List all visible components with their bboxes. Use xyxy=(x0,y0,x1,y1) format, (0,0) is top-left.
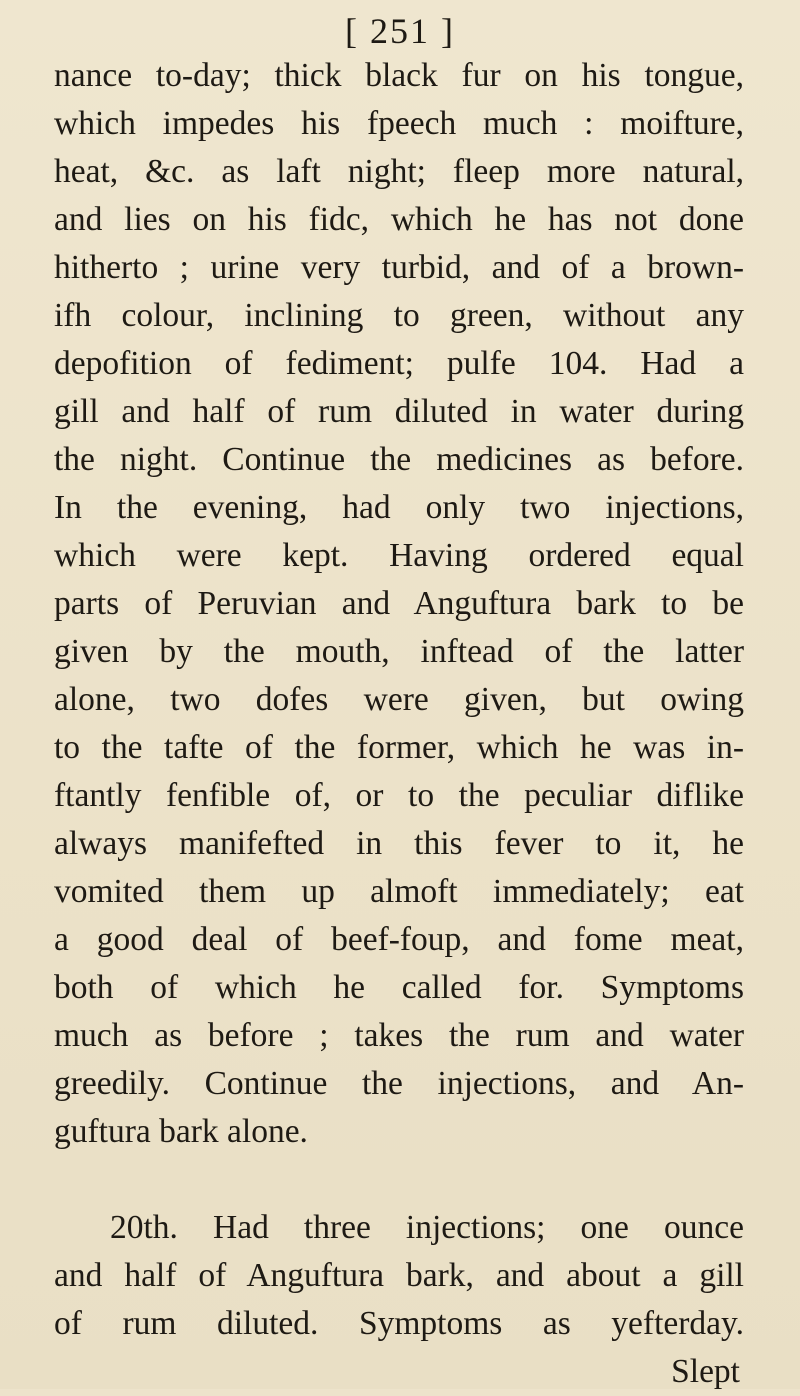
text-line: guftura bark alone. xyxy=(54,1113,308,1150)
text-line: nance to-day; thick black fur on his tongue, xyxy=(54,57,744,94)
text-line: gill and half of rum diluted in water during xyxy=(54,393,744,430)
text-line: the night. Continue the medicines as before. xyxy=(54,441,744,478)
text-line: and half of Anguftura bark, and about a gill xyxy=(54,1257,744,1294)
text-line: hitherto ; urine very turbid, and of a brown- xyxy=(54,249,744,286)
text-line: which impedes his fpeech much : moifture, xyxy=(54,105,744,142)
text-line: heat, &c. as laft night; fleep more natural, xyxy=(54,153,744,190)
body-text xyxy=(54,52,744,1396)
text-line: given by the mouth, inftead of the latter xyxy=(54,633,744,670)
paragraph xyxy=(54,52,744,1156)
text-line: greedily. Continue the injections, and An- xyxy=(54,1065,744,1102)
text-line: both of which he called for. Symptoms xyxy=(54,969,744,1006)
text-line: alone, two dofes were given, but owing xyxy=(54,681,744,718)
text-line: much as before ; takes the rum and water xyxy=(54,1017,744,1054)
text-line: always manifefted in this fever to it, he xyxy=(54,825,744,862)
text-line: and lies on his fidc, which he has not done xyxy=(54,201,744,238)
text-line: 20th. Had three injections; one ounce xyxy=(110,1209,744,1246)
text-line: ftantly fenfible of, or to the peculiar diflike xyxy=(54,777,744,814)
catchword: Slept xyxy=(671,1353,740,1390)
text-line: which were kept. Having ordered equal xyxy=(54,537,744,574)
text-line: depofition of fediment; pulfe 104. Had a xyxy=(54,345,744,382)
paragraph-gap xyxy=(54,1156,744,1204)
text-line: a good deal of beef-foup, and fome meat, xyxy=(54,921,744,958)
text-line: parts of Peruvian and Anguftura bark to be xyxy=(54,585,744,622)
page-number: [ 251 ] xyxy=(345,11,455,51)
text-line: ifh colour, inclining to green, without any xyxy=(54,297,744,334)
text-line: of rum diluted. Symptoms as yefterday. xyxy=(54,1305,744,1342)
text-line: to the tafte of the former, which he was in- xyxy=(54,729,744,766)
paragraph xyxy=(54,1204,744,1348)
text-line: In the evening, had only two injections, xyxy=(54,489,744,526)
text-line: vomited them up almoft immediately; eat xyxy=(54,873,744,910)
